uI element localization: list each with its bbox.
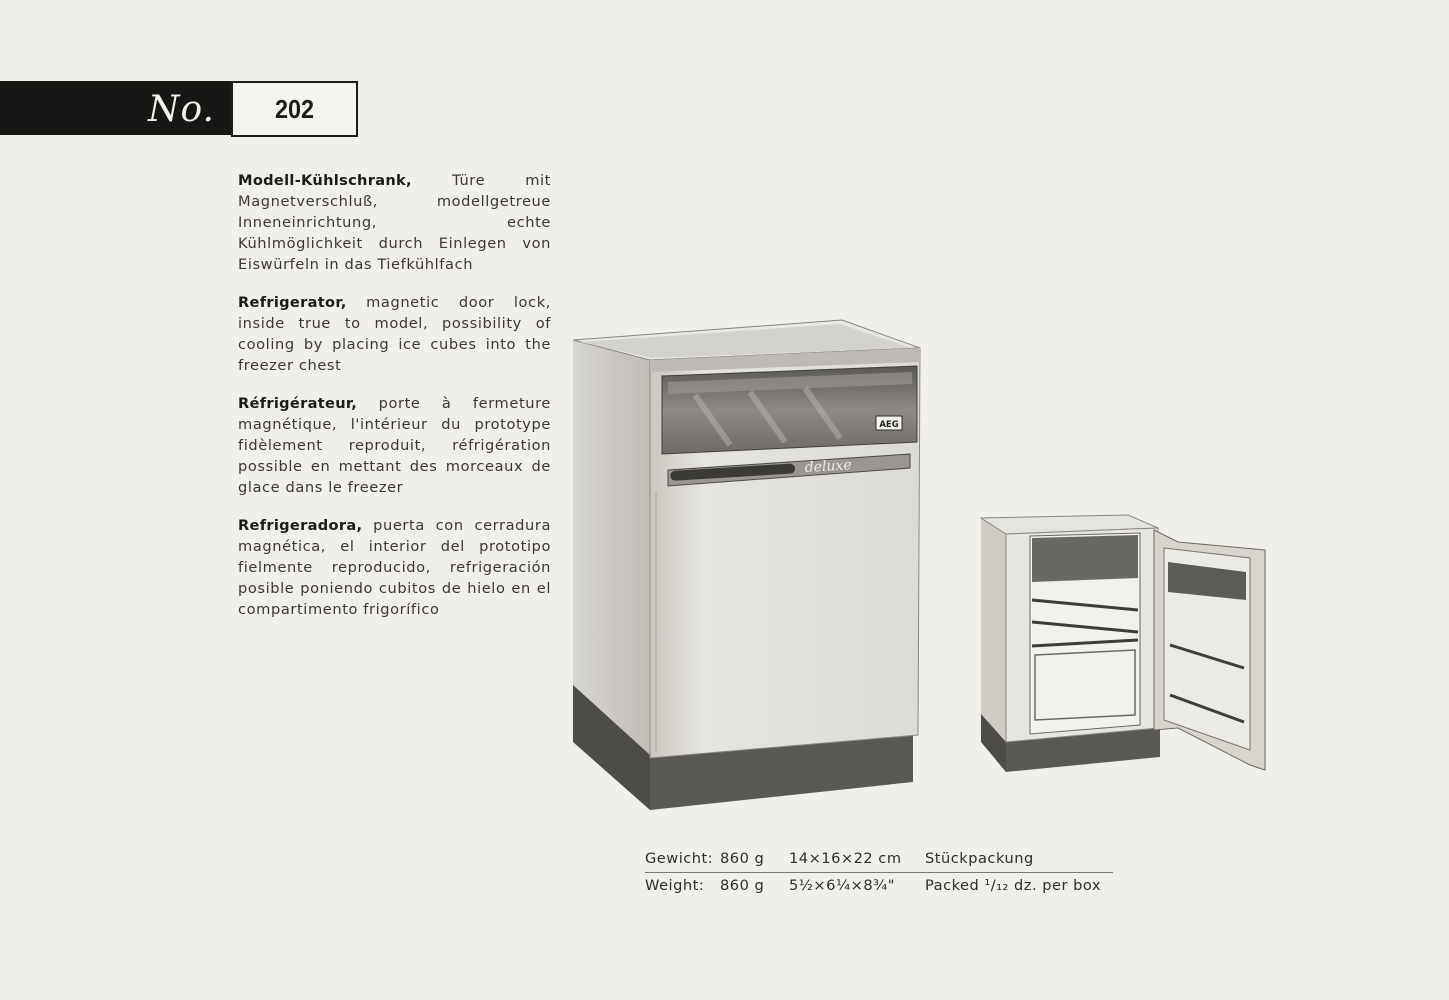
description-body: porte à fermeture magnétique, l'intérieur du prototype fidèlement reproduit, réfrigération possible en mettant des morceaux de glace dans le freezer [238, 395, 551, 496]
product-photo [560, 310, 1280, 830]
item-number: 202 [274, 94, 315, 124]
large-refrigerator [573, 320, 920, 810]
description-body: Türe mit Magnetverschluß, modellgetreue Inneneinrichtung, echte Kühlmöglichkeit durch Einlegen von Eiswürfeln in das Tiefkühlfach [238, 172, 551, 273]
small-refrigerator-open [981, 515, 1265, 772]
number-prefix: No. [148, 89, 215, 130]
spec-row-en [645, 874, 1115, 901]
description-title: Modell-Kühlschrank, [238, 172, 412, 189]
weight-label: Weight: [645, 877, 705, 894]
weight-value: 860 g [720, 877, 765, 894]
description-title: Refrigerator, [238, 294, 347, 311]
description-title: Refrigeradora, [238, 517, 363, 534]
description-fr [238, 393, 551, 498]
deluxe-script: deluxe [804, 457, 853, 476]
description-body: puerta con cerradura magnética, el interior del prototipo fielmente reproducido, refrigeración posible poniendo cubitos de hielo en el compartimento frigorífico [238, 517, 551, 618]
specifications [645, 847, 1115, 901]
size-value: 14×16×22 cm [789, 850, 902, 867]
description-column [238, 170, 551, 637]
description-body: magnetic door lock, inside true to model, possibility of cooling by placing ice cubes into the freezer chest [238, 294, 551, 374]
packing-value: Packed ¹/₁₂ dz. per box [925, 877, 1101, 894]
weight-label: Gewicht: [645, 850, 714, 867]
weight-value: 860 g [720, 850, 765, 867]
size-value: 5½×6¼×8¾" [789, 877, 895, 894]
packing-value: Stückpackung [925, 850, 1034, 867]
spec-row-de [645, 847, 1115, 874]
description-de [238, 170, 551, 275]
description-title: Réfrigérateur, [238, 395, 358, 412]
brand-badge-text: AEG [879, 420, 899, 430]
item-number-box [231, 81, 358, 137]
description-en [238, 292, 551, 376]
spec-divider [645, 872, 1113, 873]
description-es [238, 515, 551, 620]
